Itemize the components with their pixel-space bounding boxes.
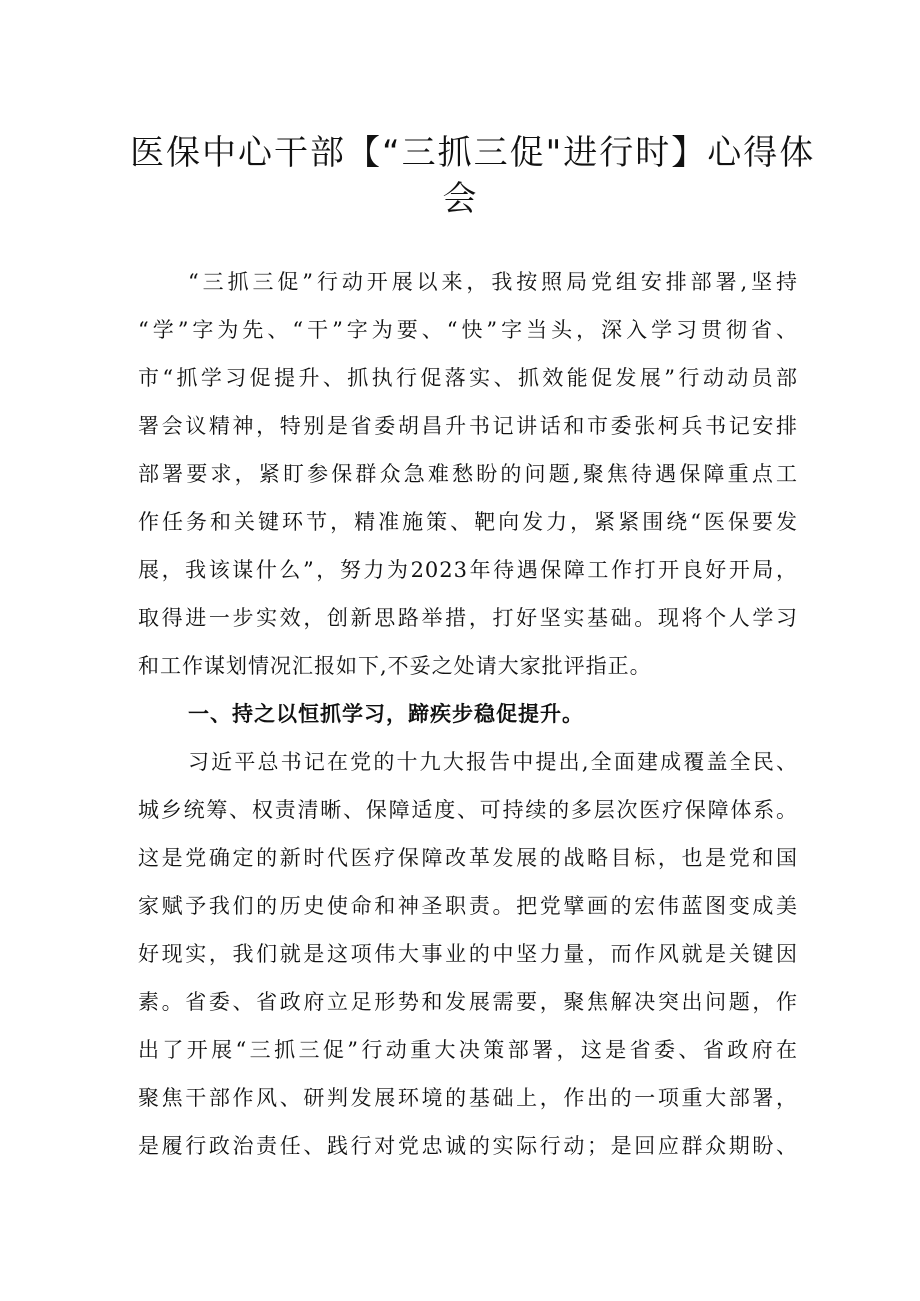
text-line: 这是党确定的新时代医疗保障改革发展的战略目标，也是党和国 <box>138 846 798 870</box>
text-line: 素。省委、省政府立足形势和发展需要，聚焦解决突出问题，作 <box>138 990 798 1014</box>
text-line: 署会议精神，特别是省委胡昌升书记讲话和市委张柯兵书记安排 <box>138 414 798 438</box>
title-line: 会 <box>442 179 478 219</box>
document-body <box>138 258 798 1170</box>
text-line: 出了开展“三抓三促”行动重大决策部署，这是省委、省政府在 <box>138 1038 798 1062</box>
text-line: 部署要求，紧盯参保群众急难愁盼的问题,聚焦待遇保障重点工 <box>138 462 798 486</box>
paragraph-section-one <box>138 738 798 1170</box>
text-line: 习近平总书记在党的十九大报告中提出,全面建成覆盖全民、 <box>188 750 798 774</box>
text-line: 作任务和关键环节，精准施策、靶向发力，紧紧围绕“医保要发 <box>138 510 798 534</box>
text-line: “三抓三促”行动开展以来，我按照局党组安排部署,坚持 <box>188 270 798 294</box>
text-line: 好现实，我们就是这项伟大事业的中坚力量，而作风就是关键因 <box>138 942 798 966</box>
text-line: 聚焦干部作风、研判发展环境的基础上，作出的一项重大部署， <box>138 1086 798 1110</box>
text-line: 取得进一步实效，创新思路举措，打好坚实基础。现将个人学习 <box>138 606 798 630</box>
text-line: 家赋予我们的历史使命和神圣职责。把党擘画的宏伟蓝图变成美 <box>138 894 798 918</box>
text-line: “学”字为先、“干”字为要、“快”字当头，深入学习贯彻省、 <box>138 318 798 342</box>
text-line: 和工作谋划情况汇报如下,不妥之处请大家批评指正。 <box>138 654 652 678</box>
section-heading: 一、持之以恒抓学习，蹄疾步稳促提升。 <box>188 702 584 726</box>
paragraph-intro <box>138 258 798 690</box>
text-line: 城乡统筹、权责清晰、保障适度、可持续的多层次医疗保障体系。 <box>138 798 798 822</box>
title-line: 医保中心干部【“三抓三促"进行时】心得体 <box>130 133 816 173</box>
document-title <box>130 130 816 222</box>
text-line: 市“抓学习促提升、抓执行促落实、抓效能促发展”行动动员部 <box>138 366 798 390</box>
text-line: 是履行政治责任、践行对党忠诚的实际行动；是回应群众期盼、 <box>138 1134 798 1158</box>
text-line: 展，我该谋什么”，努力为2023年待遇保障工作打开良好开局， <box>138 558 798 582</box>
